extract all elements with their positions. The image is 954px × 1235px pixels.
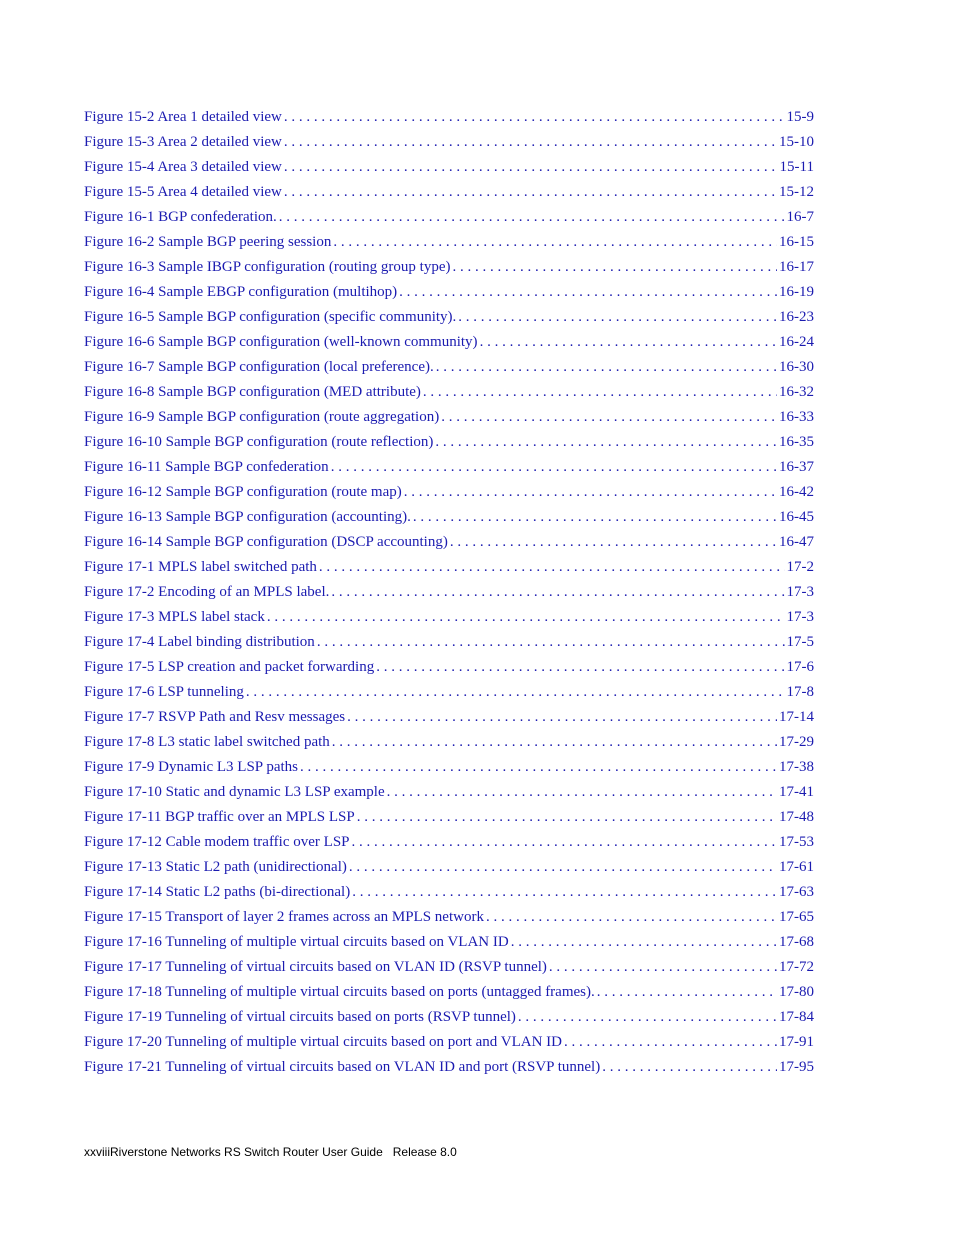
dot-leader [317,630,785,655]
page-footer [84,1145,457,1159]
toc-entry-label: Figure 17-12 Cable modem traffic over LSP [84,834,350,850]
dot-leader [511,930,777,955]
toc-entry[interactable] [84,555,814,580]
dot-leader [413,505,777,530]
toc-entry-label: Figure 15-2 Area 1 detailed view [84,109,282,125]
toc-entry-label: Figure 15-3 Area 2 detailed view [84,134,282,150]
toc-entry-page: 16-19 [779,284,814,300]
toc-entry-label: Figure 17-7 RSVP Path and Resv messages [84,709,346,725]
toc-entry-label: Figure 16-8 Sample BGP configuration (MED attribute) [84,384,421,400]
toc-entry[interactable] [84,630,814,655]
toc-entry-label: Figure 17-2 Encoding of an MPLS label. [84,584,330,600]
toc-entry-label: Figure 16-14 Sample BGP configuration (DSCP accounting) [84,534,448,550]
toc-entry-page: 17-3 [786,584,814,600]
toc-entry-page: 15-11 [779,159,814,175]
dot-leader [284,155,778,180]
toc-entry[interactable] [84,1030,814,1055]
dot-leader [349,855,777,880]
dot-leader [352,830,777,855]
toc-entry[interactable] [84,230,814,255]
dot-leader [376,655,784,680]
toc-entry-label: Figure 15-5 Area 4 detailed view [84,184,282,200]
toc-entry-page: 16-30 [779,359,814,375]
toc-entry-page: 17-91 [779,1034,814,1050]
toc-entry-label: Figure 16-3 Sample IBGP configuration (routing group type) [84,259,451,275]
toc-entry-label: Figure 17-19 Tunneling of virtual circuits based on ports (RSVP tunnel) [84,1009,516,1025]
toc-entry-label: Figure 17-5 LSP creation and packet forwarding [84,659,375,675]
toc-entry[interactable] [84,1005,814,1030]
toc-entry-page: 17-38 [779,759,814,775]
toc-entry[interactable] [84,255,814,280]
toc-entry[interactable] [84,355,814,380]
toc-entry-page: 15-9 [786,109,814,125]
toc-entry-label: Figure 17-15 Transport of layer 2 frames across an MPLS network [84,909,484,925]
footer-page-number: xxviii [84,1145,110,1159]
toc-entry-label: Figure 17-4 Label binding distribution [84,634,315,650]
toc-entry-label: Figure 17-6 LSP tunneling [84,684,244,700]
toc-entry-page: 17-3 [786,609,814,625]
dot-leader [435,430,777,455]
toc-entry[interactable] [84,330,814,355]
toc-entry-label: Figure 16-2 Sample BGP peering session [84,234,332,250]
toc-entry[interactable] [84,605,814,630]
toc-entry-label: Figure 16-5 Sample BGP configuration (specific community). [84,309,457,325]
toc-entry[interactable] [84,930,814,955]
toc-entry-label: Figure 17-14 Static L2 paths (bi-directional) [84,884,351,900]
dot-leader [284,180,777,205]
toc-entry-page: 17-8 [786,684,814,700]
toc-entry-page: 16-37 [779,459,814,475]
dot-leader [564,1030,777,1055]
dot-leader [404,480,777,505]
toc-entry-page: 17-61 [779,859,814,875]
toc-entry[interactable] [84,1055,814,1080]
toc-entry[interactable] [84,655,814,680]
toc-entry-label: Figure 17-9 Dynamic L3 LSP paths [84,759,299,775]
toc-entry-label: Figure 17-18 Tunneling of multiple virtual circuits based on ports (untagged frames). [84,984,595,1000]
toc-entry[interactable] [84,205,814,230]
dot-leader [347,705,777,730]
toc-entry-page: 16-15 [779,234,814,250]
dot-leader [480,330,777,355]
dot-leader [387,780,777,805]
toc-entry-page: 16-47 [779,534,814,550]
dot-leader [597,980,777,1005]
toc-entry-page: 17-48 [779,809,814,825]
toc-entry-page: 17-72 [779,959,814,975]
dot-leader [352,880,777,905]
toc-entry-page: 17-41 [779,784,814,800]
toc-entry-page: 17-68 [779,934,814,950]
dot-leader [602,1055,777,1080]
dot-leader [284,105,785,130]
toc-entry-page: 17-6 [786,659,814,675]
toc-entry[interactable] [84,380,814,405]
toc-entry-page: 17-80 [779,984,814,1000]
list-of-figures [84,105,814,1080]
toc-entry-label: Figure 17-11 BGP traffic over an MPLS LSP [84,809,355,825]
toc-entry[interactable] [84,805,814,830]
dot-leader [452,255,777,280]
toc-entry-page: 17-65 [779,909,814,925]
toc-entry-page: 16-24 [779,334,814,350]
toc-entry[interactable] [84,455,814,480]
toc-entry[interactable] [84,305,814,330]
toc-entry-page: 16-45 [779,509,814,525]
dot-leader [518,1005,777,1030]
dot-leader [331,455,777,480]
toc-entry-page: 17-2 [786,559,814,575]
toc-entry[interactable] [84,180,814,205]
toc-entry-label: Figure 16-12 Sample BGP configuration (route map) [84,484,402,500]
dot-leader [332,730,777,755]
toc-entry[interactable] [84,130,814,155]
toc-entry-label: Figure 17-13 Static L2 path (unidirectional) [84,859,347,875]
dot-leader [284,130,777,155]
toc-entry[interactable] [84,705,814,730]
toc-entry[interactable] [84,905,814,930]
toc-entry-page: 16-23 [779,309,814,325]
toc-entry[interactable] [84,405,814,430]
toc-entry-label: Figure 16-11 Sample BGP confederation [84,459,329,475]
toc-entry-label: Figure 16-7 Sample BGP configuration (local preference). [84,359,434,375]
toc-entry-label: Figure 16-6 Sample BGP configuration (well-known community) [84,334,478,350]
toc-entry[interactable] [84,780,814,805]
toc-entry-page: 16-17 [779,259,814,275]
footer-text: Riverstone Networks RS Switch Router User Guide Release 8.0 [110,1145,457,1159]
dot-leader [486,905,777,930]
toc-entry-page: 16-7 [786,209,814,225]
toc-entry-page: 17-63 [779,884,814,900]
toc-entry[interactable] [84,480,814,505]
toc-entry[interactable] [84,430,814,455]
dot-leader [331,580,784,605]
dot-leader [441,405,777,430]
toc-entry-label: Figure 17-21 Tunneling of virtual circuits based on VLAN ID and port (RSVP tunnel) [84,1059,601,1075]
toc-entry[interactable] [84,680,814,705]
toc-entry-page: 17-84 [779,1009,814,1025]
toc-entry[interactable] [84,880,814,905]
toc-entry[interactable] [84,855,814,880]
toc-entry-page: 15-10 [779,134,814,150]
dot-leader [333,230,777,255]
dot-leader [246,680,785,705]
toc-entry-label: Figure 16-13 Sample BGP configuration (accounting). [84,509,411,525]
dot-leader [458,305,777,330]
toc-entry[interactable] [84,580,814,605]
toc-entry-label: Figure 17-1 MPLS label switched path [84,559,317,575]
dot-leader [279,205,785,230]
toc-entry-page: 16-33 [779,409,814,425]
toc-entry[interactable] [84,530,814,555]
dot-leader [423,380,777,405]
toc-entry-label: Figure 17-17 Tunneling of virtual circuits based on VLAN ID (RSVP tunnel) [84,959,547,975]
toc-entry[interactable] [84,955,814,980]
dot-leader [436,355,777,380]
toc-entry-label: Figure 16-4 Sample EBGP configuration (multihop) [84,284,398,300]
toc-entry-page: 16-35 [779,434,814,450]
dot-leader [450,530,777,555]
toc-entry-page: 17-53 [779,834,814,850]
dot-leader [357,805,777,830]
toc-entry-page: 16-32 [779,384,814,400]
dot-leader [319,555,785,580]
toc-entry-label: Figure 17-16 Tunneling of multiple virtual circuits based on VLAN ID [84,934,509,950]
toc-entry-page: 17-5 [786,634,814,650]
toc-entry-label: Figure 17-20 Tunneling of multiple virtual circuits based on port and VLAN ID [84,1034,563,1050]
toc-entry-label: Figure 16-9 Sample BGP configuration (route aggregation) [84,409,440,425]
toc-entry[interactable] [84,755,814,780]
toc-entry[interactable] [84,730,814,755]
toc-entry[interactable] [84,980,814,1005]
toc-entry-label: Figure 17-8 L3 static label switched path [84,734,330,750]
toc-entry-label: Figure 17-10 Static and dynamic L3 LSP example [84,784,385,800]
toc-entry[interactable] [84,280,814,305]
toc-entry-page: 17-29 [779,734,814,750]
dot-leader [267,605,785,630]
toc-entry-page: 15-12 [779,184,814,200]
toc-entry-label: Figure 16-1 BGP confederation. [84,209,277,225]
toc-entry-page: 17-14 [779,709,814,725]
dot-leader [549,955,777,980]
toc-entry[interactable] [84,505,814,530]
toc-entry[interactable] [84,830,814,855]
toc-entry-page: 17-95 [779,1059,814,1075]
toc-entry-page: 16-42 [779,484,814,500]
toc-entry-label: Figure 15-4 Area 3 detailed view [84,159,282,175]
toc-entry-label: Figure 16-10 Sample BGP configuration (route reflection) [84,434,434,450]
toc-entry[interactable] [84,155,814,180]
dot-leader [399,280,777,305]
toc-entry[interactable] [84,105,814,130]
toc-entry-label: Figure 17-3 MPLS label stack [84,609,265,625]
dot-leader [300,755,777,780]
